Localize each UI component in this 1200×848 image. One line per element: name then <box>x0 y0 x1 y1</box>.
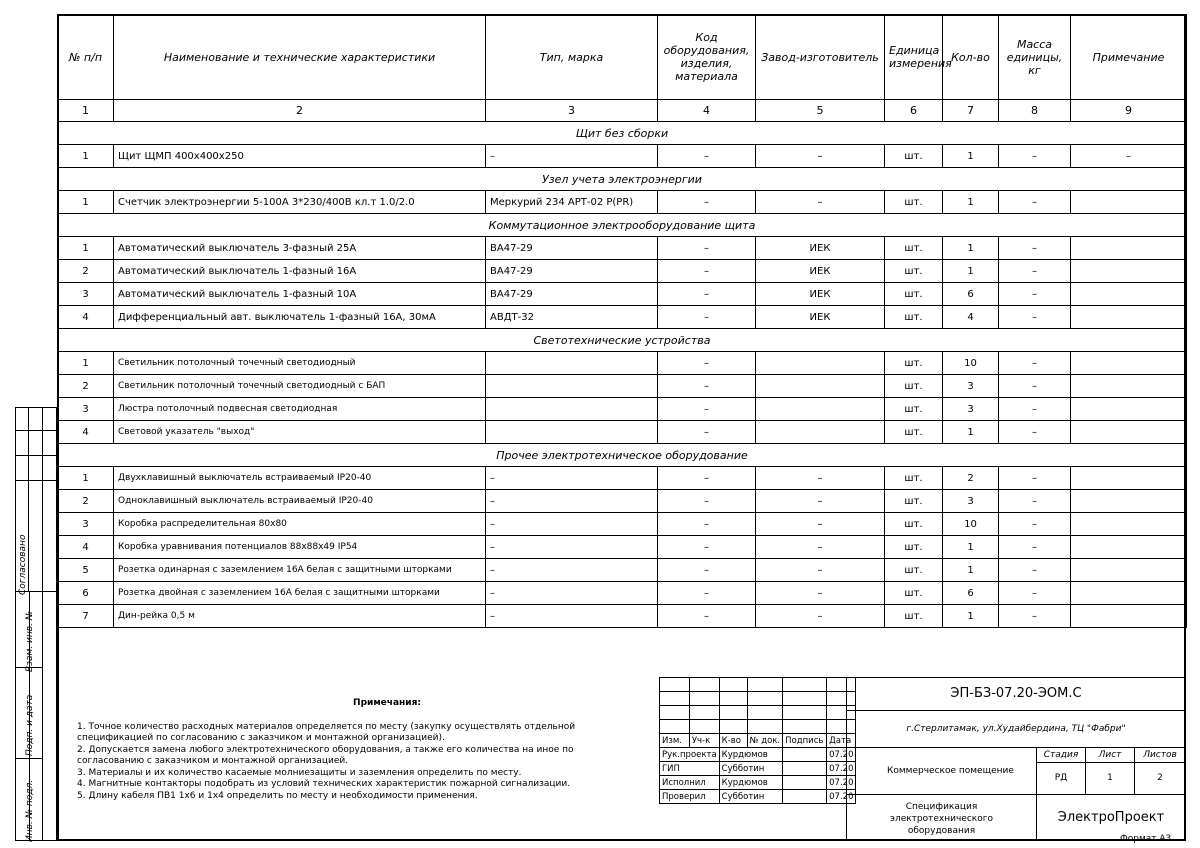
grid-cell <box>660 706 690 720</box>
cell-note <box>1071 237 1187 260</box>
cell-maker: ИЕК <box>756 237 885 260</box>
cell-code: – <box>658 145 756 168</box>
cell-note <box>1071 352 1187 375</box>
table-row <box>58 306 1187 329</box>
cell-mass: – <box>999 536 1071 559</box>
cell-unit: шт. <box>885 490 943 513</box>
cell-maker <box>756 352 885 375</box>
column-numbers-row <box>58 100 1187 122</box>
cell-note: – <box>1071 145 1187 168</box>
cell-name: Розетка двойная с заземлением 16А белая с защитными шторками <box>114 582 486 605</box>
grid-cell <box>747 692 782 706</box>
cell-type: – <box>486 490 658 513</box>
grid-cell <box>660 720 690 734</box>
col-label-doc: № док. <box>747 734 782 748</box>
side-cell-3 <box>42 407 57 592</box>
cell-qty: 1 <box>943 145 999 168</box>
table-row <box>58 421 1187 444</box>
cell-mass: – <box>999 513 1071 536</box>
cell-n: 3 <box>58 513 114 536</box>
col-label-sign: Подпись <box>783 734 827 748</box>
cell-n: 3 <box>58 283 114 306</box>
table-row <box>58 536 1187 559</box>
object-name: Коммерческое помещение <box>846 747 1037 795</box>
cell-note <box>1071 375 1187 398</box>
person-role: Проверил <box>660 790 720 804</box>
cell-type: – <box>486 536 658 559</box>
side-label-sign-date: Подп. и дата <box>25 694 35 756</box>
cell-unit: шт. <box>885 582 943 605</box>
header-row <box>58 15 1187 100</box>
cell-n: 2 <box>58 375 114 398</box>
person-date: 07.20 <box>827 762 856 776</box>
note-item: 5. Длину кабеля ПВ1 1х6 и 1х4 определить по месту и необходимости применения. <box>77 790 478 801</box>
cell-mass: – <box>999 467 1071 490</box>
cell-maker: – <box>756 559 885 582</box>
cell-mass: – <box>999 145 1071 168</box>
table-row <box>58 559 1187 582</box>
cell-n: 4 <box>58 536 114 559</box>
cell-code: – <box>658 375 756 398</box>
table-row <box>58 145 1187 168</box>
person-signature <box>783 776 827 790</box>
cell-type: ВА47-29 <box>486 237 658 260</box>
cell-qty: 10 <box>943 513 999 536</box>
column-number: 2 <box>114 100 486 122</box>
cell-n: 1 <box>58 237 114 260</box>
cell-qty: 3 <box>943 398 999 421</box>
cell-maker: ИЕК <box>756 306 885 329</box>
person-name: Субботин <box>719 762 782 776</box>
column-number: 9 <box>1071 100 1187 122</box>
person-name: Курдюмов <box>719 776 782 790</box>
cell-type: – <box>486 582 658 605</box>
grid-cell <box>783 692 827 706</box>
side-cell-2 <box>28 407 43 592</box>
cell-unit: шт. <box>885 375 943 398</box>
cell-mass: – <box>999 398 1071 421</box>
table-row <box>58 467 1187 490</box>
cell-type: – <box>486 559 658 582</box>
cell-maker: – <box>756 191 885 214</box>
header-unit: Единица измерения <box>885 15 943 100</box>
grid-cell <box>689 720 719 734</box>
grid-cell <box>783 706 827 720</box>
cell-maker <box>756 398 885 421</box>
grid-cell <box>660 678 690 692</box>
doc-code: ЭП-БЗ-07.20-ЭОМ.С <box>846 677 1186 711</box>
note-item: 2. Допускается замена любого электротехнического оборудования, а также его количества на иное по согласованию с заказчиком и монтажной организацией. <box>77 744 574 766</box>
cell-code: – <box>658 421 756 444</box>
cell-unit: шт. <box>885 283 943 306</box>
cell-qty: 6 <box>943 283 999 306</box>
sheets-label: Листов <box>1134 747 1186 763</box>
address: г.Стерлитамак, ул.Худайбердина, ТЦ "Фабри" <box>846 710 1186 748</box>
cell-note <box>1071 398 1187 421</box>
grid-cell <box>747 678 782 692</box>
header-name: Наименование и технические характеристики <box>114 15 486 100</box>
col-label-uch: Уч-к <box>689 734 719 748</box>
cell-unit: шт. <box>885 605 943 628</box>
table-row <box>58 352 1187 375</box>
cell-note <box>1071 283 1187 306</box>
cell-n: 1 <box>58 145 114 168</box>
cell-maker: – <box>756 145 885 168</box>
cell-code: – <box>658 352 756 375</box>
table-row <box>58 490 1187 513</box>
cell-qty: 1 <box>943 191 999 214</box>
table-row <box>58 260 1187 283</box>
cell-qty: 2 <box>943 467 999 490</box>
header-type: Тип, марка <box>486 15 658 100</box>
cell-mass: – <box>999 421 1071 444</box>
cell-maker: – <box>756 467 885 490</box>
cell-unit: шт. <box>885 467 943 490</box>
cell-type <box>486 352 658 375</box>
cell-type: – <box>486 513 658 536</box>
title-block-grid <box>659 677 856 804</box>
cell-name: Двухклавишный выключатель встраиваемый IP20-40 <box>114 467 486 490</box>
person-role: ГИП <box>660 762 720 776</box>
section-row <box>58 122 1187 145</box>
cell-code: – <box>658 559 756 582</box>
section-row <box>58 444 1187 467</box>
cell-qty: 3 <box>943 490 999 513</box>
table-row <box>58 605 1187 628</box>
cell-code: – <box>658 260 756 283</box>
cell-mass: – <box>999 237 1071 260</box>
notes-block <box>77 698 637 802</box>
section-title: Прочее электротехническое оборудование <box>58 444 1187 467</box>
grid-cell <box>783 678 827 692</box>
section-title: Щит без сборки <box>58 122 1187 145</box>
side-label-agreed: Согласовано <box>18 534 28 595</box>
cell-code: – <box>658 513 756 536</box>
specification-table <box>57 14 1187 628</box>
cell-note <box>1071 421 1187 444</box>
cell-unit: шт. <box>885 513 943 536</box>
cell-qty: 1 <box>943 260 999 283</box>
cell-type <box>486 421 658 444</box>
column-number: 3 <box>486 100 658 122</box>
col-label-date: Дата <box>827 734 856 748</box>
cell-note <box>1071 191 1187 214</box>
person-role: Исполнил <box>660 776 720 790</box>
cell-mass: – <box>999 375 1071 398</box>
cell-qty: 1 <box>943 421 999 444</box>
cell-code: – <box>658 490 756 513</box>
cell-code: – <box>658 467 756 490</box>
header-num: № п/п <box>58 15 114 100</box>
header-qty: Кол-во <box>943 15 999 100</box>
person-signature <box>783 762 827 776</box>
col-label-izm: Изм. <box>660 734 690 748</box>
cell-maker: – <box>756 605 885 628</box>
cell-code: – <box>658 191 756 214</box>
cell-name: Автоматический выключатель 1-фазный 16А <box>114 260 486 283</box>
person-signature <box>783 790 827 804</box>
cell-type: ВА47-29 <box>486 283 658 306</box>
person-signature <box>783 748 827 762</box>
header-code: Код оборудования, изделия, материала <box>658 15 756 100</box>
cell-maker <box>756 375 885 398</box>
cell-unit: шт. <box>885 352 943 375</box>
cell-note <box>1071 260 1187 283</box>
cell-mass: – <box>999 260 1071 283</box>
cell-code: – <box>658 605 756 628</box>
format-label: Формат А3 <box>1120 834 1172 844</box>
cell-name: Автоматический выключатель 1-фазный 10А <box>114 283 486 306</box>
section-row <box>58 168 1187 191</box>
cell-mass: – <box>999 352 1071 375</box>
cell-maker: – <box>756 582 885 605</box>
notes-title: Примечания: <box>353 698 421 708</box>
cell-qty: 1 <box>943 536 999 559</box>
cell-unit: шт. <box>885 260 943 283</box>
header-mass: Масса единицы, кг <box>999 15 1071 100</box>
cell-mass: – <box>999 283 1071 306</box>
cell-maker <box>756 421 885 444</box>
cell-code: – <box>658 398 756 421</box>
cell-code: – <box>658 283 756 306</box>
grid-cell <box>689 692 719 706</box>
cell-unit: шт. <box>885 421 943 444</box>
cell-name: Люстра потолочный подвесная светодиодная <box>114 398 486 421</box>
cell-mass: – <box>999 559 1071 582</box>
header-maker: Завод-изготовитель <box>756 15 885 100</box>
side-line <box>15 430 57 431</box>
grid-cell <box>719 678 747 692</box>
company-name: ЭлектроПроект <box>1036 794 1186 841</box>
person-role: Рук.проекта <box>660 748 720 762</box>
cell-n: 1 <box>58 191 114 214</box>
cell-mass: – <box>999 306 1071 329</box>
side-line <box>15 455 57 456</box>
cell-name: Дин-рейка 0,5 м <box>114 605 486 628</box>
stage-label: Стадия <box>1036 747 1086 763</box>
cell-unit: шт. <box>885 191 943 214</box>
section-row <box>58 329 1187 352</box>
cell-code: – <box>658 237 756 260</box>
cell-name: Автоматический выключатель 3-фазный 25А <box>114 237 486 260</box>
side-right-column <box>42 591 57 841</box>
cell-type <box>486 398 658 421</box>
grid-cell <box>719 692 747 706</box>
cell-note <box>1071 513 1187 536</box>
cell-qty: 1 <box>943 559 999 582</box>
table-row <box>58 513 1187 536</box>
cell-name: Светильник потолочный точечный светодиодный с БАП <box>114 375 486 398</box>
cell-unit: шт. <box>885 237 943 260</box>
cell-type: – <box>486 605 658 628</box>
cell-maker: ИЕК <box>756 260 885 283</box>
cell-code: – <box>658 582 756 605</box>
column-number: 5 <box>756 100 885 122</box>
sheet-title: Спецификация электротехнического оборудования <box>846 794 1037 841</box>
header-note: Примечание <box>1071 15 1187 100</box>
grid-cell <box>783 720 827 734</box>
cell-name: Коробка распределительная 80х80 <box>114 513 486 536</box>
cell-name: Розетка одинарная с заземлением 16А белая с защитными шторками <box>114 559 486 582</box>
cell-note <box>1071 490 1187 513</box>
grid-cell <box>660 692 690 706</box>
cell-qty: 1 <box>943 605 999 628</box>
section-row <box>58 214 1187 237</box>
grid-cell <box>747 706 782 720</box>
cell-name: Щит ЩМП 400х400х250 <box>114 145 486 168</box>
table-row <box>58 375 1187 398</box>
grid-cell <box>719 706 747 720</box>
column-number: 6 <box>885 100 943 122</box>
cell-qty: 6 <box>943 582 999 605</box>
section-title: Узел учета электроэнергии <box>58 168 1187 191</box>
table-row <box>58 237 1187 260</box>
cell-note <box>1071 306 1187 329</box>
side-line <box>15 480 57 481</box>
cell-note <box>1071 605 1187 628</box>
grid-cell <box>689 678 719 692</box>
column-number: 1 <box>58 100 114 122</box>
cell-note <box>1071 582 1187 605</box>
cell-code: – <box>658 536 756 559</box>
person-date: 07.20 <box>827 776 856 790</box>
cell-n: 5 <box>58 559 114 582</box>
cell-maker: – <box>756 536 885 559</box>
cell-unit: шт. <box>885 398 943 421</box>
person-date: 07.20 <box>827 748 856 762</box>
cell-unit: шт. <box>885 536 943 559</box>
grid-cell <box>689 706 719 720</box>
table-row <box>58 283 1187 306</box>
note-item: 3. Материалы и их количество касаемые молниезащиты и заземления определить по месту. <box>77 767 522 778</box>
column-number: 8 <box>999 100 1071 122</box>
cell-name: Световой указатель "выход" <box>114 421 486 444</box>
cell-n: 1 <box>58 467 114 490</box>
cell-name: Светильник потолочный точечный светодиодный <box>114 352 486 375</box>
cell-n: 2 <box>58 260 114 283</box>
cell-n: 6 <box>58 582 114 605</box>
cell-n: 2 <box>58 490 114 513</box>
cell-maker: – <box>756 513 885 536</box>
person-name: Субботин <box>719 790 782 804</box>
cell-unit: шт. <box>885 306 943 329</box>
cell-type: – <box>486 467 658 490</box>
cell-type: АВДТ-32 <box>486 306 658 329</box>
cell-code: – <box>658 306 756 329</box>
cell-note <box>1071 536 1187 559</box>
note-item: 4. Магнитные контакторы подобрать из условий технических характеристик пожарной сигнализации. <box>77 779 571 789</box>
sheets-value: 2 <box>1134 762 1186 795</box>
cell-mass: – <box>999 605 1071 628</box>
cell-note <box>1071 467 1187 490</box>
stage-value: РД <box>1036 762 1086 795</box>
cell-n: 4 <box>58 421 114 444</box>
cell-name: Коробка уравнивания потенциалов 88х88х49 IP54 <box>114 536 486 559</box>
side-label-inv-orig: Инв. № подл. <box>25 779 35 842</box>
cell-mass: – <box>999 490 1071 513</box>
sheet-label: Лист <box>1085 747 1135 763</box>
cell-maker: ИЕК <box>756 283 885 306</box>
person-name: Курдюмов <box>719 748 782 762</box>
column-number: 7 <box>943 100 999 122</box>
cell-mass: – <box>999 582 1071 605</box>
cell-qty: 4 <box>943 306 999 329</box>
cell-n: 7 <box>58 605 114 628</box>
grid-cell <box>719 720 747 734</box>
grid-cell <box>747 720 782 734</box>
cell-qty: 1 <box>943 237 999 260</box>
col-label-k: К-во <box>719 734 747 748</box>
side-label-inv-replace: Взам. инв. № <box>25 610 35 672</box>
table-row <box>58 582 1187 605</box>
section-title: Светотехнические устройства <box>58 329 1187 352</box>
cell-mass: – <box>999 191 1071 214</box>
cell-qty: 10 <box>943 352 999 375</box>
cell-maker: – <box>756 490 885 513</box>
person-date: 07.20 <box>827 790 856 804</box>
cell-type <box>486 375 658 398</box>
table-row <box>58 398 1187 421</box>
cell-qty: 3 <box>943 375 999 398</box>
note-item: 1. Точное количество расходных материалов определяется по месту (закупку осуществлять отдельной спецификацией по согласованию с заказчиком и монтажной организацией). <box>77 721 576 743</box>
cell-type: ВА47-29 <box>486 260 658 283</box>
cell-name: Дифференциальный авт. выключатель 1-фазный 16А, 30мА <box>114 306 486 329</box>
cell-unit: шт. <box>885 145 943 168</box>
column-number: 4 <box>658 100 756 122</box>
cell-name: Одноклавишный выключатель встраиваемый IP20-40 <box>114 490 486 513</box>
table-row <box>58 191 1187 214</box>
cell-n: 1 <box>58 352 114 375</box>
notes-list <box>77 722 637 803</box>
cell-n: 3 <box>58 398 114 421</box>
cell-n: 4 <box>58 306 114 329</box>
cell-note <box>1071 559 1187 582</box>
cell-type: Меркурий 234 АРТ-02 Р(PR) <box>486 191 658 214</box>
cell-unit: шт. <box>885 559 943 582</box>
cell-name: Счетчик электроэнергии 5-100А 3*230/400В кл.т 1.0/2.0 <box>114 191 486 214</box>
sheet-value: 1 <box>1085 762 1135 795</box>
cell-type: – <box>486 145 658 168</box>
section-title: Коммутационное электрооборудование щита <box>58 214 1187 237</box>
